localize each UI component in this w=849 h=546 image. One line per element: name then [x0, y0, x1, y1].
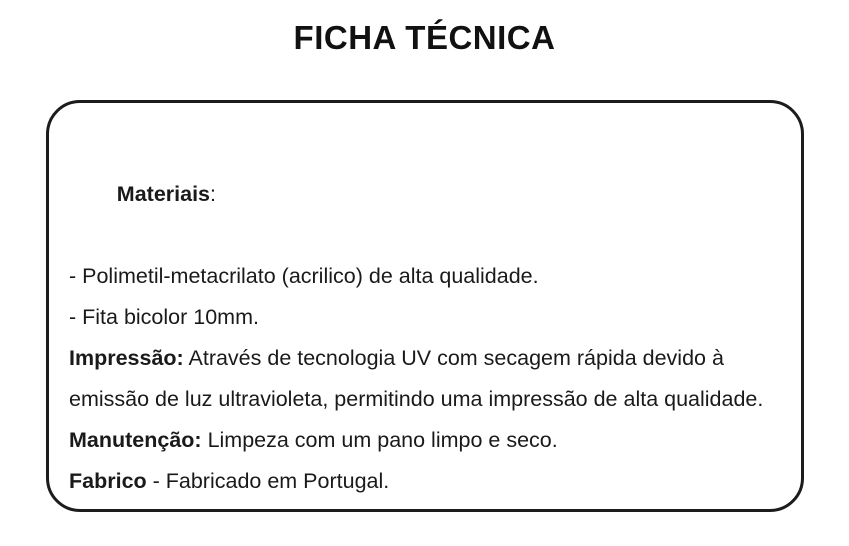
printing-section — [69, 338, 781, 420]
printing-label: Impressão: — [69, 346, 184, 370]
manufacture-section — [69, 461, 781, 502]
materials-heading — [69, 133, 801, 256]
spec-card — [46, 100, 804, 512]
materials-colon: : — [210, 182, 216, 206]
manufacture-label: Fabrico — [69, 469, 147, 493]
material-item-2: - Fita bicolor 10mm. — [69, 305, 259, 329]
printing-text: Através de tecnologia UV com secagem rápida devido à emissão de luz ultravioleta, permitindo uma impressão de alta qualidade. — [69, 346, 764, 411]
page-title: FICHA TÉCNICA — [293, 19, 556, 56]
spec-card-body — [49, 103, 801, 502]
material-item-1: - Polimetil-metacrilato (acrilico) de alta qualidade. — [69, 264, 539, 288]
materials-label: Materiais — [116, 182, 211, 206]
manufacture-text: - Fabricado em Portugal. — [146, 469, 390, 493]
maintenance-label: Manutenção: — [69, 428, 202, 452]
maintenance-section — [69, 420, 781, 461]
ficha-tecnica-page — [0, 20, 849, 546]
maintenance-text: Limpeza com um pano limpo e seco. — [201, 428, 558, 452]
